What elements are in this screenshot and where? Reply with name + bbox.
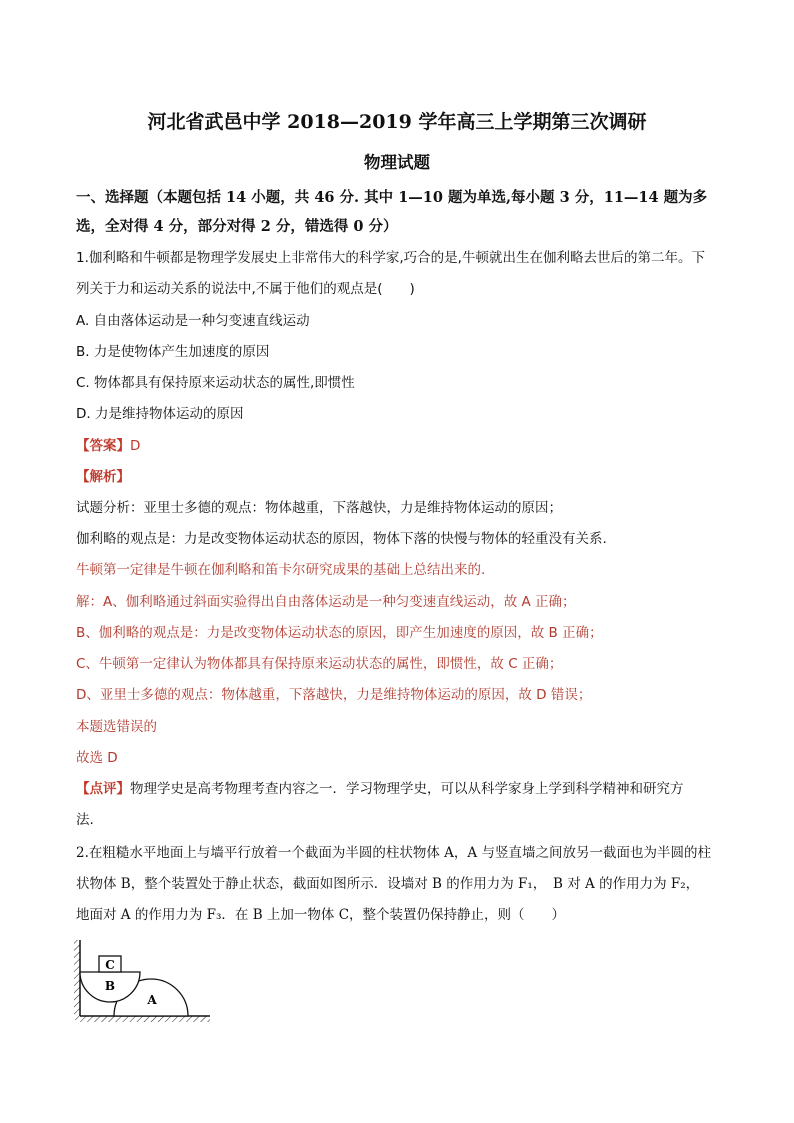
q1-analysis-line-4: 解：A、伽利略通过斜面实验得出自由落体运动是一种匀变速直线运动，故 A 正确； [76,594,576,610]
q1-option-c: C. 物体都具有保持原来运动状态的属性,即惯性 [76,375,355,391]
label-a: A [147,993,157,1007]
q1-analysis-line-3: 牛顿第一定律是牛顿在伽利略和笛卡尔研究成果的基础上总结出来的. [76,562,486,578]
q1-answer [76,436,140,456]
q1-analysis-line-2: 伽利略的观点是：力是改变物体运动状态的原因，物体下落的快慢与物体的轻重没有关系. [76,531,607,547]
q1-option-d: D. 力是维持物体运动的原因 [76,406,244,422]
comment-text: 物理学史是高考物理考查内容之一．学习物理学史，可以从科学家身上学到科学精神和研究方 [130,781,684,797]
ground-hatch [80,1016,210,1022]
q1-analysis-line-7: D、亚里士多德的观点：物体越重，下落越快，力是维持物体运动的原因，故 D 错误； [76,687,592,703]
q2-stem-line-1: 2.在粗糙水平地面上与墙平行放着一个截面为半圆的柱状物体 A，A 与竖直墙之间放另一截面也为半圆的柱 [76,845,711,861]
q2-stem-line-2: 状物体 B，整个装置处于静止状态，截面如图所示．设墙对 B 的作用力为 F₁， B 对 A 的作用力为 F₂， [76,876,700,892]
q1-option-b: B. 力是使物体产生加速度的原因 [76,344,270,360]
q1-comment-line-1 [76,779,684,799]
section-heading-line-2: 选，全对得 4 分，部分对得 2 分，错选得 0 分） [76,218,398,235]
section-heading-line-1: 一、选择题（本题包括 14 小题，共 46 分. 其中 1—10 题为单选,每小题 3 分，11—14 题为多 [76,189,708,206]
q1-analysis-line-6: C、牛顿第一定律认为物体都具有保持原来运动状态的属性，即惯性，故 C 正确； [76,656,563,672]
q1-option-a: A. 自由落体运动是一种匀变速直线运动 [76,313,310,329]
answer-label: 【答案】 [76,438,130,454]
label-c: C [105,958,115,972]
q2-figure [72,938,217,1028]
label-b: B [104,979,116,993]
q1-comment-line-2: 法. [76,812,94,828]
page-subtitle: 物理试题 [364,153,430,172]
page-title: 河北省武邑中学 2018—2019 学年高三上学期第三次调研 [147,111,647,133]
q1-analysis-line-1: 试题分析：亚里士多德的观点：物体越重，下落越快，力是维持物体运动的原因； [76,500,562,516]
q1-stem-line-1: 1.伽利略和牛顿都是物理学发展史上非常伟大的科学家,巧合的是,牛顿就出生在伽利略去世后的第二年。下 [76,250,705,266]
q1-stem-line-2: 列关于力和运动关系的说法中,不属于他们的观点是( ) [76,281,415,297]
q2-stem-line-3: 地面对 A 的作用力为 F₃．在 B 上加一物体 C，整个装置仍保持静止，则（ ） [76,907,566,923]
q1-analysis-line-9: 故选 D [76,750,118,766]
q1-analysis-label: 【解析】 [76,469,130,485]
q1-analysis-line-8: 本题选错误的 [76,719,157,735]
q1-analysis-line-5: B、伽利略的观点是：力是改变物体运动状态的原因，即产生加速度的原因，故 B 正确； [76,625,603,641]
comment-label: 【点评】 [76,781,130,797]
wall-hatch [74,940,80,1020]
answer-value: D [130,438,141,454]
